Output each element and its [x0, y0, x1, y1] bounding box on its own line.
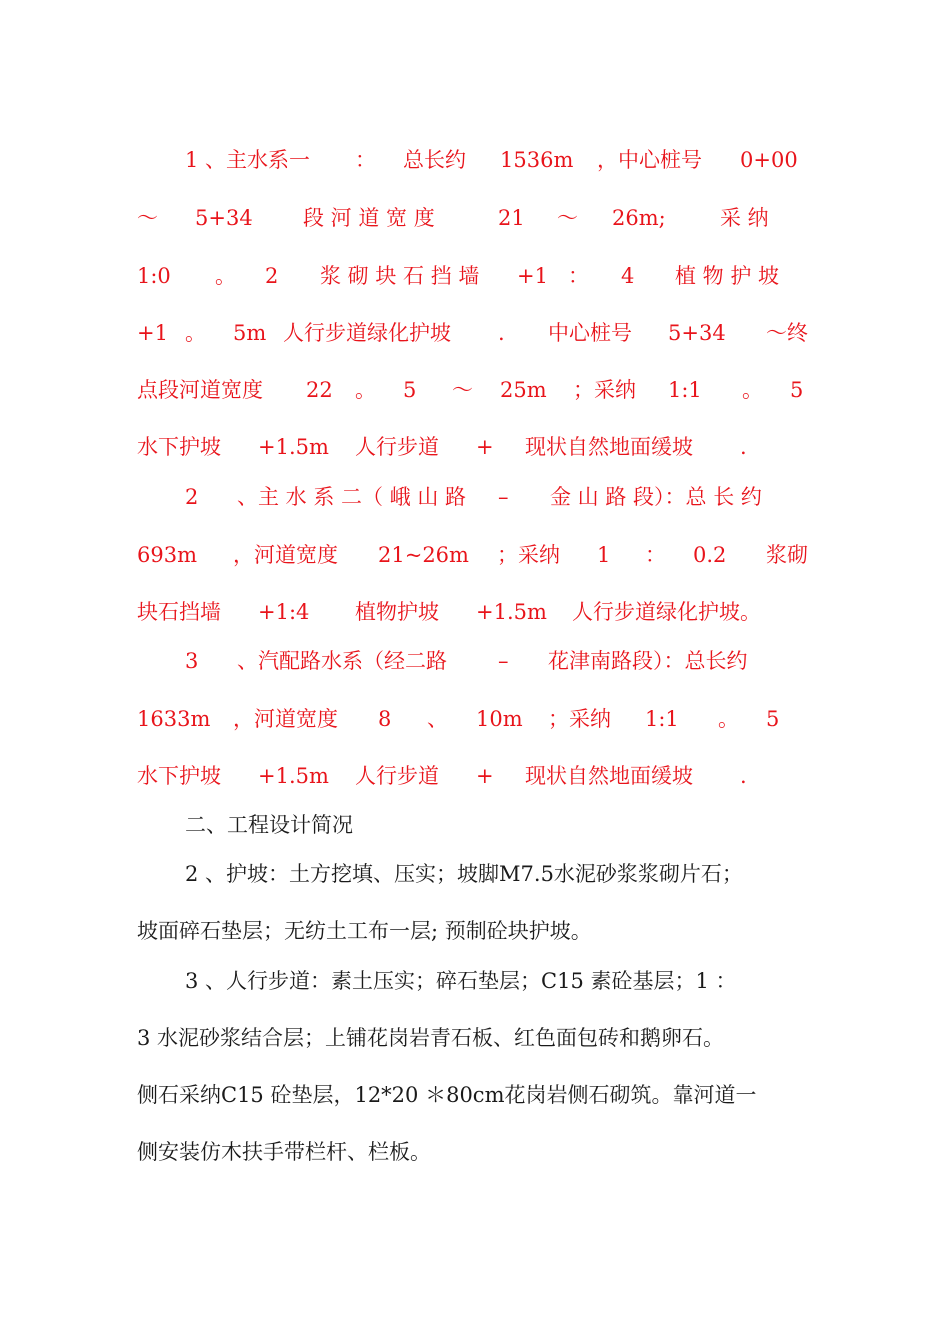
- text-fragment: 1:1: [668, 378, 702, 402]
- text-fragment: 总长约: [403, 148, 466, 172]
- text-fragment: 21: [498, 206, 525, 230]
- text-fragment: 浆砌: [766, 543, 808, 567]
- text-fragment: 。: [718, 707, 739, 731]
- text-fragment: +1: [137, 321, 168, 345]
- text-line: [0, 1023, 950, 1053]
- text-fragment: 现状自然地面缓坡: [525, 435, 693, 459]
- text-fragment: +1:4: [258, 600, 310, 624]
- text-fragment: 25m: [500, 378, 547, 402]
- text-line: [0, 482, 950, 512]
- text-fragment: ，河道宽度: [233, 707, 338, 731]
- text-line: [0, 966, 950, 996]
- text-fragment: 点段河道宽度: [137, 378, 263, 402]
- text-fragment: 、汽配路水系（经二路: [237, 649, 447, 673]
- text-line: [0, 261, 950, 291]
- text-fragment: 植物护坡: [355, 600, 439, 624]
- text-line: [0, 1137, 950, 1167]
- text-line: [0, 318, 950, 348]
- text-fragment: 人行步道绿化护坡。: [572, 600, 761, 624]
- text-fragment: 21~26m: [378, 543, 469, 567]
- text-fragment: 采 纳: [720, 206, 769, 230]
- text-fragment: 0+00: [740, 148, 798, 172]
- text-fragment: 、: [427, 707, 448, 731]
- text-fragment: 人行步道: [355, 435, 439, 459]
- text-fragment: 金 山 路 段）：总 长 约: [550, 485, 762, 509]
- text-fragment: +: [476, 435, 494, 459]
- text-fragment: 3 、人行步道：素土压实；碎石垫层；C15 素砼基层；1 ：: [185, 969, 737, 993]
- text-fragment: ：: [568, 264, 589, 288]
- text-line: [0, 203, 950, 233]
- text-fragment: 花津南路段）：总长约: [548, 649, 748, 673]
- text-fragment: 1536m: [500, 148, 574, 172]
- text-line: [0, 646, 950, 676]
- text-fragment: 5+34: [668, 321, 726, 345]
- text-fragment: +1: [517, 264, 548, 288]
- text-fragment: 水下护坡: [137, 764, 221, 788]
- text-fragment: +1.5m: [258, 435, 329, 459]
- text-fragment: 1633m: [137, 707, 211, 731]
- text-line: [0, 540, 950, 570]
- text-fragment: 块石挡墙: [137, 600, 221, 624]
- text-fragment: –: [498, 649, 509, 673]
- text-fragment: .: [740, 435, 747, 459]
- text-fragment: 人行步道绿化护坡: [283, 321, 451, 345]
- text-fragment: 二、工程设计简况: [185, 813, 353, 837]
- text-fragment: –: [498, 485, 509, 509]
- text-fragment: 植 物 护 坡: [675, 264, 780, 288]
- text-fragment: ：: [355, 148, 376, 172]
- text-fragment: ～: [557, 206, 578, 230]
- text-fragment: 中心桩号: [548, 321, 632, 345]
- text-fragment: 2: [185, 485, 199, 509]
- text-fragment: +1.5m: [476, 600, 547, 624]
- text-fragment: 5: [403, 378, 417, 402]
- text-fragment: 1:1: [645, 707, 679, 731]
- text-fragment: 水下护坡: [137, 435, 221, 459]
- text-fragment: 侧石采纳C15 砼垫层，12*20 ＊80cm花岗岩侧石砌筑。靠河道一: [137, 1083, 757, 1107]
- text-line: [0, 916, 950, 946]
- text-fragment: 5+34: [195, 206, 253, 230]
- text-fragment: ，河道宽度: [233, 543, 338, 567]
- text-fragment: 2 、护坡：土方挖填、压实；坡脚M7.5水泥砂浆浆砌片石；: [185, 862, 743, 886]
- text-fragment: 、主 水 系 二（ 峨 山 路: [237, 485, 467, 509]
- text-fragment: 5: [766, 707, 780, 731]
- text-fragment: 5: [790, 378, 804, 402]
- text-fragment: 3: [185, 649, 199, 673]
- text-fragment: ；采纳: [573, 378, 636, 402]
- text-fragment: 2: [265, 264, 279, 288]
- text-line: [0, 375, 950, 405]
- text-line: [0, 145, 950, 175]
- text-fragment: 3 水泥砂浆结合层；上铺花岗岩青石板、红色面包砖和鹅卵石。: [137, 1026, 725, 1050]
- text-fragment: ～: [452, 378, 473, 402]
- text-fragment: ～终: [766, 321, 808, 345]
- text-fragment: 8: [378, 707, 392, 731]
- text-fragment: 现状自然地面缓坡: [525, 764, 693, 788]
- text-fragment: 侧安装仿木扶手带栏杆、栏板。: [137, 1140, 431, 1164]
- text-fragment: 坡面碎石垫层；无纺土工布一层; 预制砼块护坡。: [137, 919, 592, 943]
- text-line: [0, 761, 950, 791]
- text-fragment: 10m: [476, 707, 523, 731]
- text-fragment: 4: [621, 264, 635, 288]
- text-line: [0, 704, 950, 734]
- text-fragment: 693m: [137, 543, 197, 567]
- text-fragment: ：: [645, 543, 666, 567]
- text-fragment: 26m;: [612, 206, 666, 230]
- text-fragment: 5m: [233, 321, 267, 345]
- text-fragment: 人行步道: [355, 764, 439, 788]
- text-fragment: 。: [742, 378, 763, 402]
- text-fragment: .: [740, 764, 747, 788]
- text-fragment: ；采纳: [497, 543, 560, 567]
- text-fragment: 段 河 道 宽 度: [303, 206, 435, 230]
- text-line: [0, 810, 950, 840]
- text-fragment: ，中心桩号: [597, 148, 702, 172]
- text-fragment: 1 、主水系一: [185, 148, 311, 172]
- text-line: [0, 859, 950, 889]
- text-fragment: +1.5m: [258, 764, 329, 788]
- text-fragment: ～: [137, 206, 158, 230]
- text-fragment: 0.2: [693, 543, 727, 567]
- text-fragment: 。: [355, 378, 376, 402]
- text-fragment: .: [498, 321, 505, 345]
- text-fragment: 1:0: [137, 264, 171, 288]
- text-fragment: 。: [215, 264, 236, 288]
- text-fragment: +: [476, 764, 494, 788]
- text-fragment: ；采纳: [548, 707, 611, 731]
- text-fragment: 1: [597, 543, 611, 567]
- text-fragment: 浆 砌 块 石 挡 墙: [320, 264, 480, 288]
- text-line: [0, 432, 950, 462]
- text-line: [0, 1080, 950, 1110]
- text-line: [0, 597, 950, 627]
- text-fragment: 。: [185, 321, 206, 345]
- text-fragment: 22: [306, 378, 333, 402]
